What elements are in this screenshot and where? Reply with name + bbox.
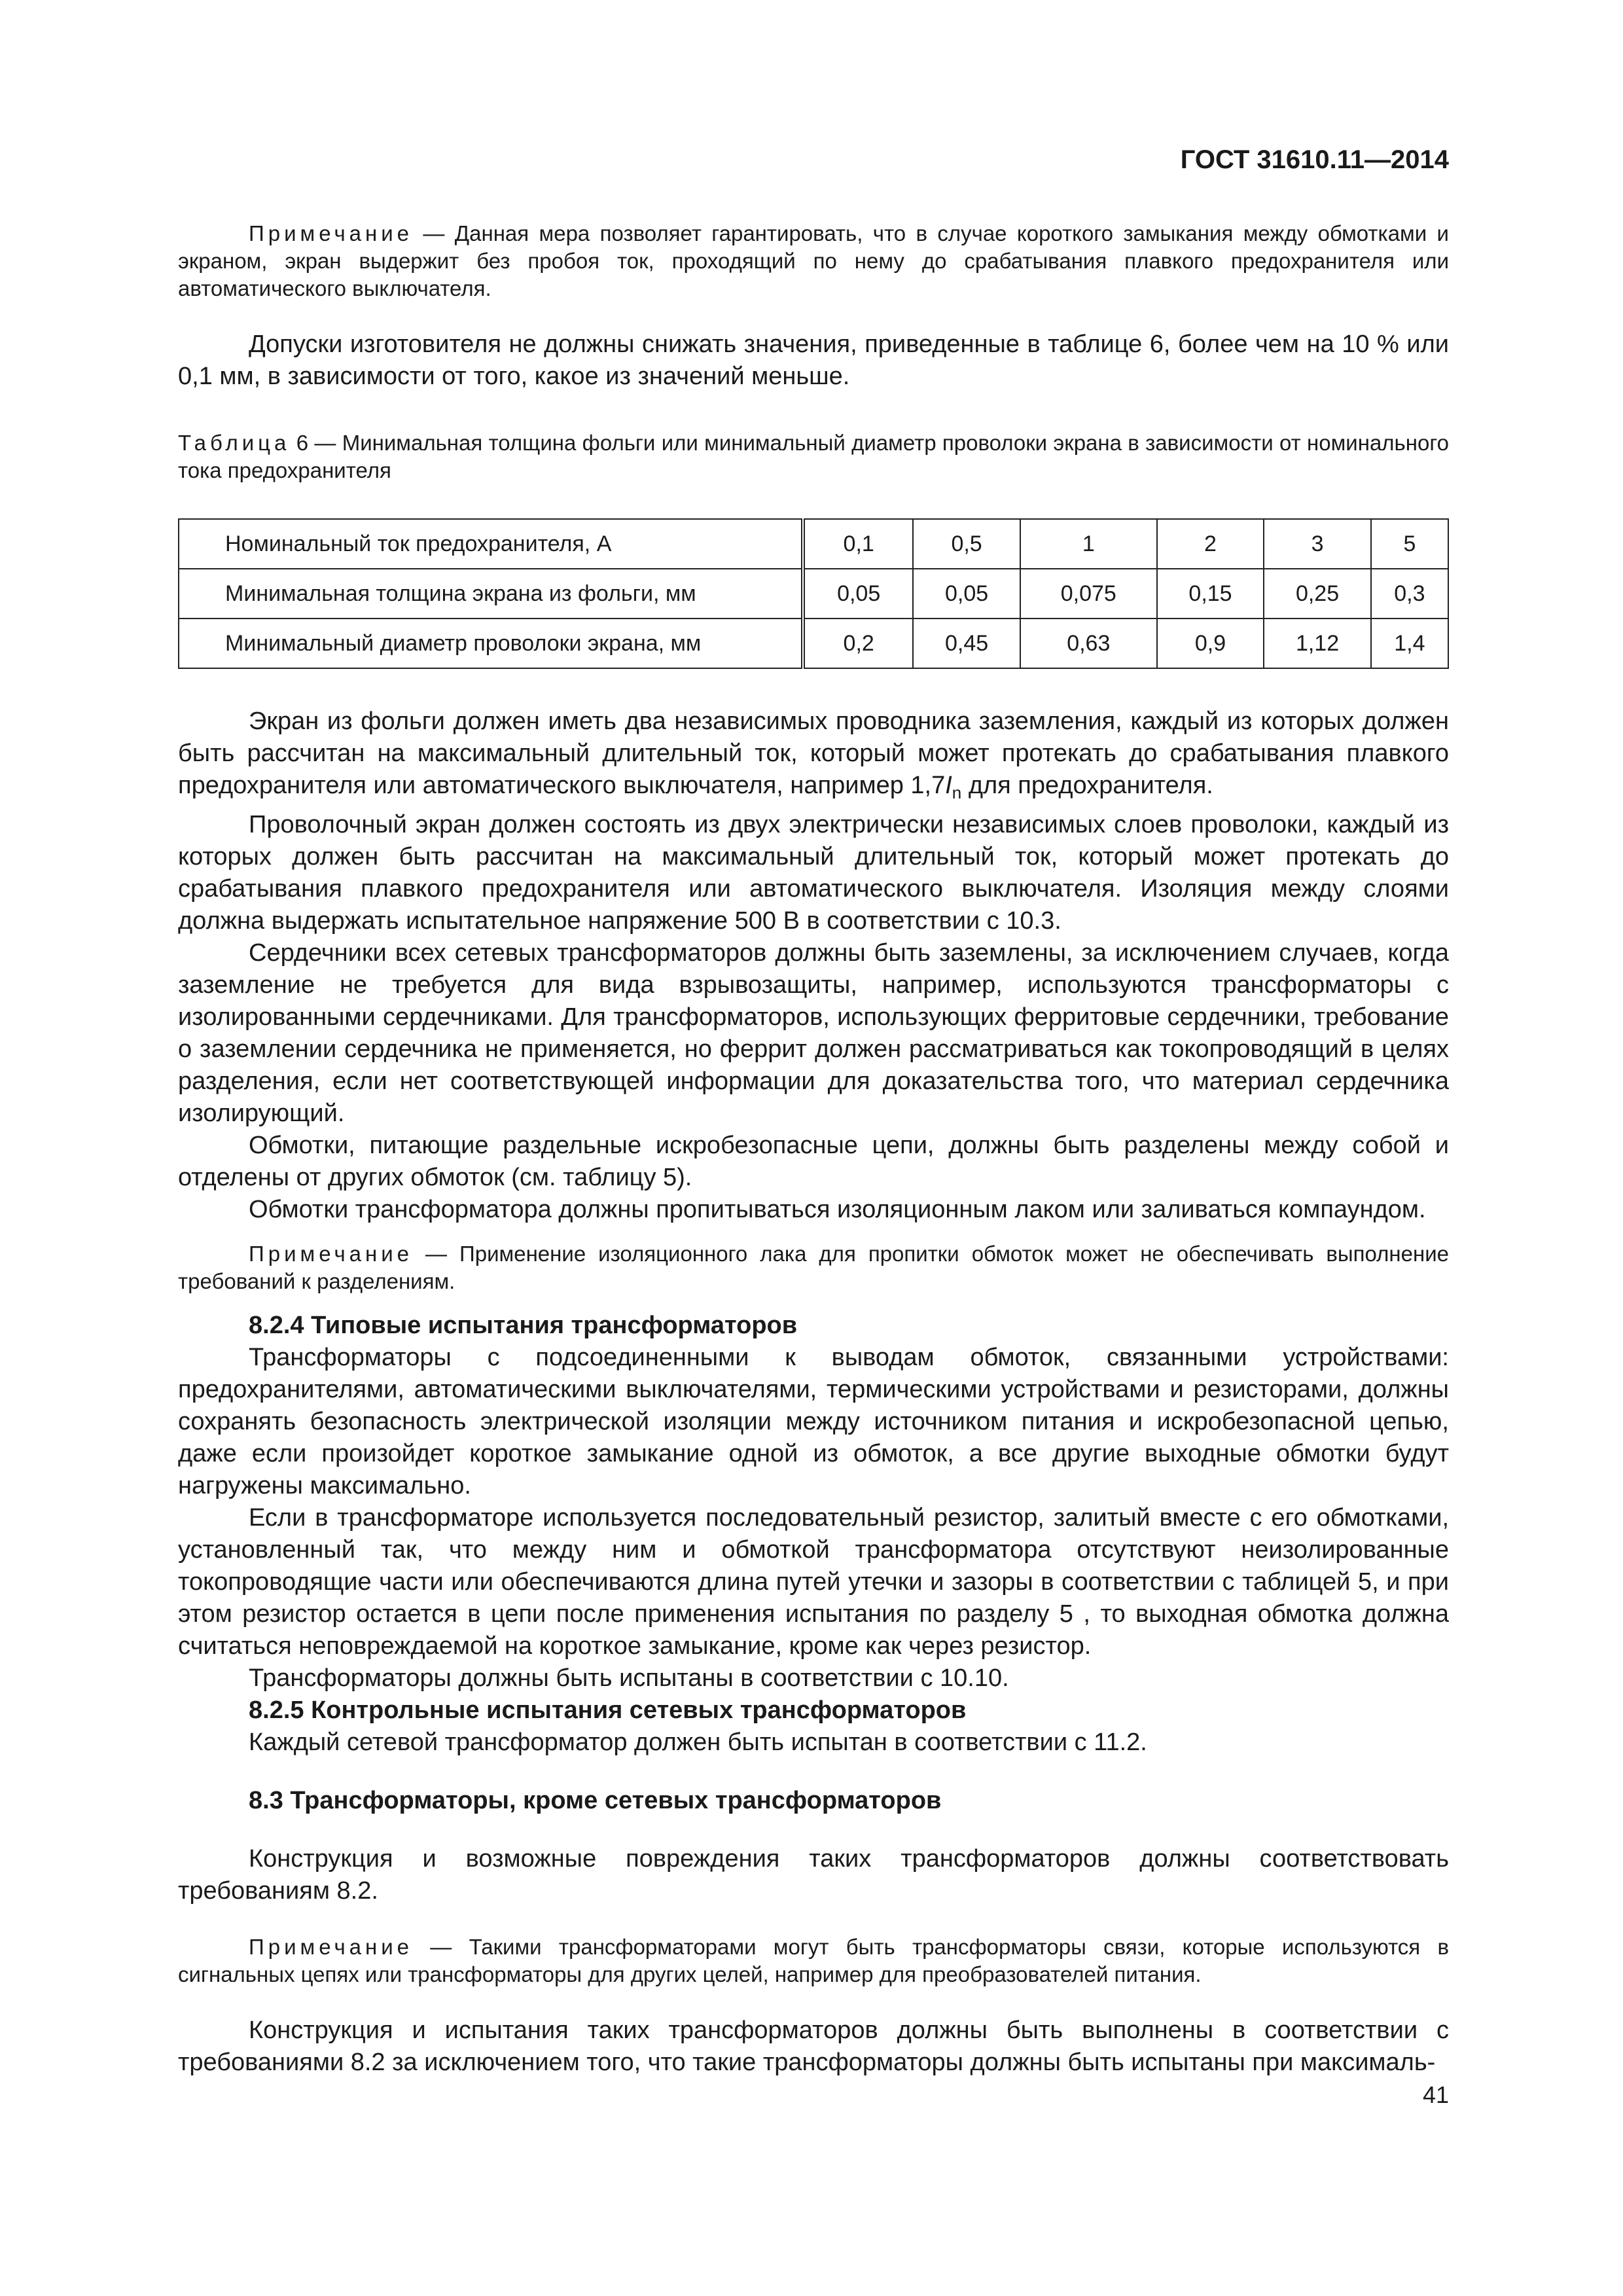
note-1-lead: Примечание	[249, 221, 414, 245]
paragraph-foil-text-b: для предохранителя.	[961, 772, 1213, 799]
table-cell: 0,05	[913, 569, 1020, 619]
table-cell: 0,45	[913, 619, 1020, 668]
table-cell: 0,5	[913, 519, 1020, 569]
section-8-2-4-paragraph-1: Трансформаторы с подсоединенными к выводам обмоток, связанными устройствами: предохранителями, автоматическими выключателями, термическими устройствами и резисторами, должны сохранять безопасность электрической изоляции между источником питания и искробезопасной цепью, даже если произойдет короткое замыкание одной из обмоток, а все другие выходные обмотки будут нагружены максимально.	[178, 1344, 1449, 1499]
table-cell: 0,25	[1264, 569, 1371, 619]
table-cell: 0,1	[803, 519, 913, 569]
note-3	[178, 1933, 1449, 1988]
note-1-text: — Данная мера позволяет гарантировать, что в случае короткого замыкания между обмотками и экраном, экран выдержит без пробоя ток, проходящий по нему до срабатывания плавкого предохранителя или автоматического выключателя.	[178, 221, 1449, 300]
paragraph-wire-screen: Проволочный экран должен состоять из двух электрически независимых слоев проволоки, каждый из которых должен быть рассчитан на максимальный длительный ток, который может протекать до срабатывания плавкого предохранителя или автоматического выключателя. Изоляция между слоями должна выдержать испытательное напряжение 500 В в соответствии с 10.3.	[178, 811, 1449, 935]
section-8-3-heading: 8.3 Трансформаторы, кроме сетевых трансформаторов	[249, 1787, 942, 1814]
table-cell: 1,12	[1264, 619, 1371, 668]
paragraph-windings: Обмотки, питающие раздельные искробезопасные цепи, должны быть разделены между собой и отделены от других обмоток (см. таблицу 5).	[178, 1132, 1449, 1191]
paragraph-tolerance: Допуски изготовителя не должны снижать значения, приведенные в таблице 6, более чем на 10 % или 0,1 мм, в зависимости от того, какое из значений меньше.	[178, 331, 1449, 390]
note-3-lead: Примечание	[249, 1935, 414, 1959]
document-header: ГОСТ 31610.11—2014	[1180, 145, 1449, 174]
paragraph-impregnate: Обмотки трансформатора должны пропитываться изоляционным лаком или заливаться компаундом.	[249, 1196, 1426, 1223]
note-2-lead: Примечание	[249, 1242, 414, 1266]
table-cell: 1	[1020, 519, 1157, 569]
section-8-2-4-heading: 8.2.4 Типовые испытания трансформаторов	[249, 1312, 798, 1339]
paragraph-foil-text-a: Экран из фольги должен иметь два независимых проводника заземления, каждый из которых должен быть рассчитан на максимальный длительный ток, который может протекать до срабатывания плавкого предохранителя или автоматического выключателя, например 1,7	[178, 708, 1449, 799]
paragraph-cores: Сердечники всех сетевых трансформаторов должны быть заземлены, за исключением случаев, когда заземление не требуется для вида взрывозащиты, например, используются трансформаторы с изолированными сердечниками. Для трансформаторов, использующих ферритовые сердечники, требование о заземлении сердечника не применяется, но феррит должен рассматриваться как токопроводящий в целях разделения, если нет соответствующей информации для доказательства того, что материал сердечника изолирующий.	[178, 939, 1449, 1127]
section-8-2-5-paragraph-1: Каждый сетевой трансформатор должен быть испытан в соответствии с 11.2.	[249, 1729, 1147, 1756]
table-cell: 0,9	[1157, 619, 1264, 668]
page-number: 41	[1422, 2081, 1449, 2108]
table-cell: 0,63	[1020, 619, 1157, 668]
table-row	[179, 569, 1448, 619]
table-cell: 0,15	[1157, 569, 1264, 619]
section-8-2-5-heading: 8.2.5 Контрольные испытания сетевых трансформаторов	[249, 1696, 967, 1724]
table-row-label: Минимальный диаметр проволоки экрана, мм	[179, 619, 803, 668]
table-cell: 0,075	[1020, 569, 1157, 619]
section-8-3-paragraph-1: Конструкция и возможные повреждения таких трансформаторов должны соответствовать требованиям 8.2.	[178, 1845, 1449, 1905]
table-cell: 3	[1264, 519, 1371, 569]
note-2-text: — Применение изоляционного лака для пропитки обмоток может не обеспечивать выполнение требований к разделениям.	[178, 1242, 1449, 1293]
section-8-2-4-paragraph-3: Трансформаторы должны быть испытаны в соответствии с 10.10.	[249, 1664, 1009, 1692]
table-row	[179, 519, 1448, 569]
section-8-2-4-paragraph-2: Если в трансформаторе используется последовательный резистор, залитый вместе с его обмотками, установленный так, что между ним и обмоткой трансформатора отсутствуют неизолированные токопроводящие части или обеспечиваются длина путей утечки и зазоры в соответствии с таблицей 5, и при этом резистор остается в цепи после применения испытания по разделу 5 , то выходная обмотка должна считаться неповреждаемой на короткое замыкание, кроме как через резистор.	[178, 1504, 1449, 1660]
note-3-text: — Такими трансформаторами могут быть трансформаторы связи, которые используются в сигнальных цепях или трансформаторы для других целей, например для преобразователей питания.	[178, 1935, 1449, 1986]
table-row-label: Номинальный ток предохранителя, А	[179, 519, 803, 569]
current-subscript: n	[952, 783, 962, 802]
document-page	[178, 144, 1449, 2079]
table-cell: 0,2	[803, 619, 913, 668]
table-cell: 5	[1371, 519, 1448, 569]
table-cell: 0,3	[1371, 569, 1448, 619]
paragraph-foil-screen	[178, 706, 1449, 809]
table-6-caption	[178, 429, 1449, 484]
table-6	[178, 518, 1449, 669]
note-1	[178, 220, 1449, 302]
table-cell: 1,4	[1371, 619, 1448, 668]
table-cell: 0,05	[803, 569, 913, 619]
section-8-3-paragraph-2: Конструкция и испытания таких трансформаторов должны быть выполнены в соответствии с требованиями 8.2 за исключением того, что такие трансформаторы должны быть испытаны при максималь-	[178, 2017, 1449, 2076]
table-row-label: Минимальная толщина экрана из фольги, мм	[179, 569, 803, 619]
table-6-caption-text: 6 — Минимальная толщина фольги или минимальный диаметр проволоки экрана в зависимости от номинального тока предохранителя	[178, 431, 1449, 482]
table-row	[179, 619, 1448, 668]
table-6-caption-lead: Таблица	[178, 431, 291, 455]
note-2	[178, 1240, 1449, 1295]
table-cell: 2	[1157, 519, 1264, 569]
current-symbol: I	[945, 772, 952, 799]
